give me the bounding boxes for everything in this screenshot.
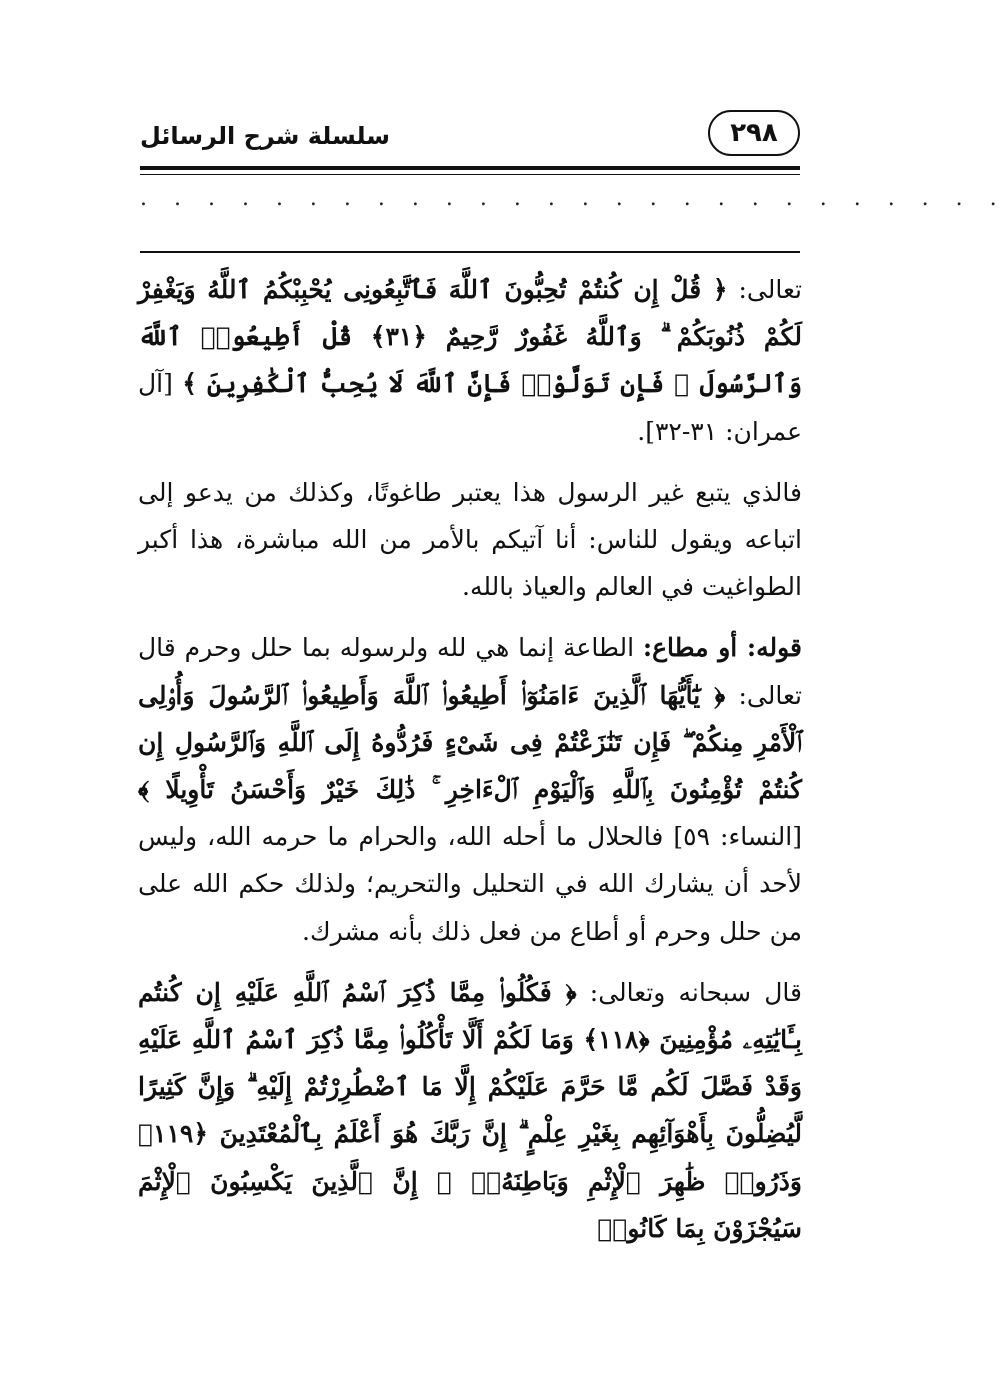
paragraph-4-lead: قال سبحانه وتعالى: [589,977,803,1007]
running-header [140,108,800,164]
paragraph-3-text-b: فالحلال ما أحله الله، والحرام ما حرمه الله، وليس لأحد أن يشارك الله في التحليل والتحريم؛ ولذلك حكم الله على من حلل وحرم أو أطاع من فعل ذلك بأنه مشرك. [138,822,802,946]
verse-reference: [آل عمران: ٣١-٣٢]. [138,369,802,446]
quran-verse-al-anam: ﴿ فَكُلُوا۟ مِمَّا ذُكِرَ ٱسْمُ ٱللَّهِ عَلَيْهِ إِن كُنتُم بِـَٔايَٰتِهِۦ مُؤْمِنِينَ ﴿١١٨﴾ وَمَا لَكُمْ أَلَّا تَأْكُلُوا۟ مِمَّا ذُكِرَ ٱسْمُ ٱللَّهِ عَلَيْهِ وَقَدْ فَصَّلَ لَكُم مَّا حَرَّمَ عَلَيْكُمْ إِلَّا مَا ٱضْطُرِرْتُمْ إِلَيْهِ ۗ وَإِنَّ كَثِيرًا لَّيُضِلُّونَ بِأَهْوَآئِهِم بِغَيْرِ عِلْمٍ ۗ إِنَّ رَبَّكَ هُوَ أَعْلَمُ بِٱلْمُعْتَدِينَ ﴿١١٩﴾ وَذَرُوا۟ ظَٰهِرَ ٱلْإِثْمِ وَبَاطِنَهُۥٓ ۚ إِنَّ ٱلَّذِينَ يَكْسِبُونَ ٱلْإِثْمَ سَيُجْزَوْنَ بِمَا كَانُوا۟ [138,977,802,1243]
continuation-dots: . . . . . . . . . . . . . . . . . . . . . . . . . . [140,186,1007,211]
header-rule-thin [140,174,800,175]
verse-reference: [النساء: ٥٩] [673,822,803,852]
quran-verse-al-imran: ﴿ قُلْ إِن كُنتُمْ تُحِبُّونَ ٱللَّهَ فَٱتَّبِعُونِى يُحْبِبْكُمُ ٱللَّهُ وَيَغْفِرْ لَكُمْ ذُنُوبَكُمْ ۗ وَٱللَّهُ غَفُورٌ رَّحِيمٌ ﴿٣١﴾ قُلْ أَطِيعُوا۟ ٱللَّهَ وَٱلرَّسُولَ ۖ فَإِن تَوَلَّوْا۟ فَإِنَّ ٱللَّهَ لَا يُحِبُّ ٱلْكَٰفِرِينَ ﴾ [138,275,802,399]
paragraph-3 [138,624,802,954]
section-separator-rule [140,251,800,253]
paragraph-3-lead: قوله: أو مطاع: [642,633,802,663]
paragraph-1 [138,266,802,455]
paragraph-3-text-a: الطاعة إنما هي لله ولرسوله بما حلل وحرم قال تعالى: [138,633,802,710]
series-title: سلسلة شرح الرسائل [140,122,390,150]
quran-verse-an-nisa: ﴿ يَٰٓأَيُّهَا ٱلَّذِينَ ءَامَنُوٓا۟ أَطِيعُوا۟ ٱللَّهَ وَأَطِيعُوا۟ ٱلرَّسُولَ وَأُو۟لِى ٱلْأَمْرِ مِنكُمْ ۖ فَإِن تَنَٰزَعْتُمْ فِى شَىْءٍ فَرُدُّوهُ إِلَى ٱللَّهِ وَٱلرَّسُولِ إِن كُنتُمْ تُؤْمِنُونَ بِٱللَّهِ وَٱلْيَوْمِ ٱلْءَاخِرِ ۚ ذَٰلِكَ خَيْرٌ وَأَحْسَنُ تَأْوِيلًا ﴾ [138,680,802,805]
paragraph-4 [138,969,802,1252]
body-text [138,266,802,1252]
paragraph-2: فالذي يتبع غير الرسول هذا يعتبر طاغوتًا، وكذلك من يدعو إلى اتباعه ويقول للناس: أنا آتيكم بالأمر من الله مباشرة، هذا أكبر الطواغيت في العالم والعياذ بالله. [138,477,802,602]
page-number-badge: ٢٩٨ [708,110,800,156]
paragraph-1-lead: تعالى: [738,275,802,304]
header-rule-thick [140,166,800,170]
